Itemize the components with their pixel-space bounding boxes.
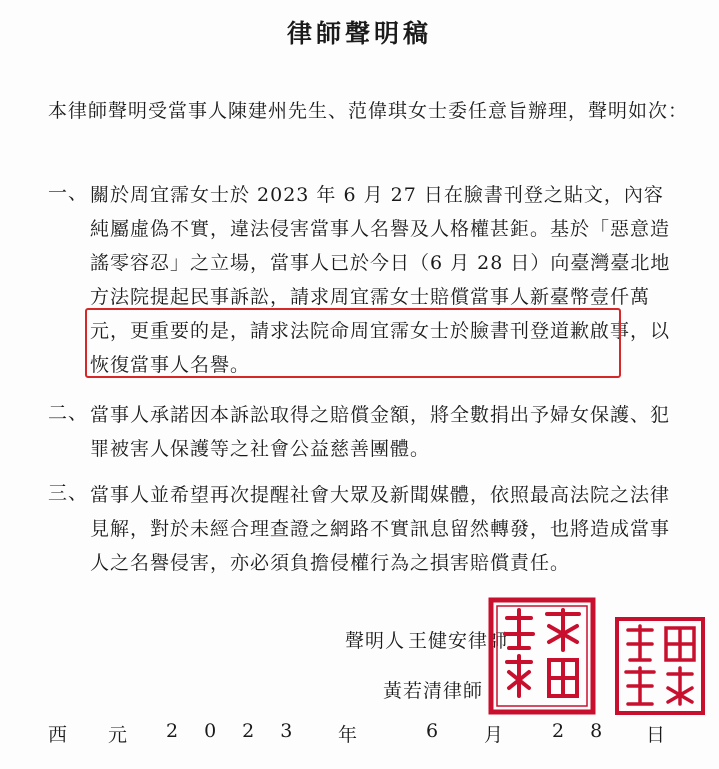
signatory-lawyer-1: 王健安律師 [408, 630, 509, 652]
signatory-label: 聲明人 [345, 630, 406, 652]
signatory-lawyer-2: 黃若清律師 [383, 680, 484, 702]
item-number: 二、 [48, 402, 89, 424]
item-text: 當事人承諾因本訴訟取得之賠償金額，將全數捐出予婦女保護、犯罪被害人保護等之社會公益慈善團體。 [90, 404, 671, 460]
item-number: 三、 [48, 482, 89, 504]
item-text: 當事人並希望再次提醒社會大眾及新聞媒體，依照最高法院之法律見解，對於未經合理查證之網路不實訊息留然轉發，也將造成當事人之名譽侵害，亦必須負擔侵權行為之損害賠償責任。 [90, 484, 671, 574]
date-year-unit: 年 [338, 724, 358, 746]
intro-paragraph: 本律師聲明受當事人陳建州先生、范偉琪女士委任意旨辦理，聲明如次： [48, 100, 689, 122]
date-era: 西 [48, 724, 68, 746]
item-text: 關於周宜霈女士於 2023 年 6 月 27 日在臉書刊登之貼文，內容純屬虛偽不實，違法侵害當事人名譽及人格權甚鉅。基於「惡意造謠零容忍」之立場，當事人已於今日（6 月 28 日）向臺灣臺北地方法院提起民事訴訟，請求周宜霈女士賠償當事人新臺幣壹仟萬元，更重要的是，請求法院命周宜霈女士於臉書刊登道歉啟事，以恢復當事人名譽。 [90, 184, 671, 376]
date-month: 6 [426, 720, 439, 742]
date-day: 28 [552, 720, 629, 742]
document-title: 律師聲明稿 [286, 19, 432, 48]
highlight-box [85, 308, 621, 378]
seal-icon [614, 616, 706, 716]
date-month-unit: 月 [484, 724, 504, 746]
date-line [48, 720, 668, 746]
item-number: 一、 [48, 182, 89, 204]
date-year: 2023 [166, 720, 319, 742]
date-era-2: 元 [108, 724, 128, 746]
date-day-unit: 日 [646, 724, 666, 746]
seal-icon [487, 596, 597, 716]
